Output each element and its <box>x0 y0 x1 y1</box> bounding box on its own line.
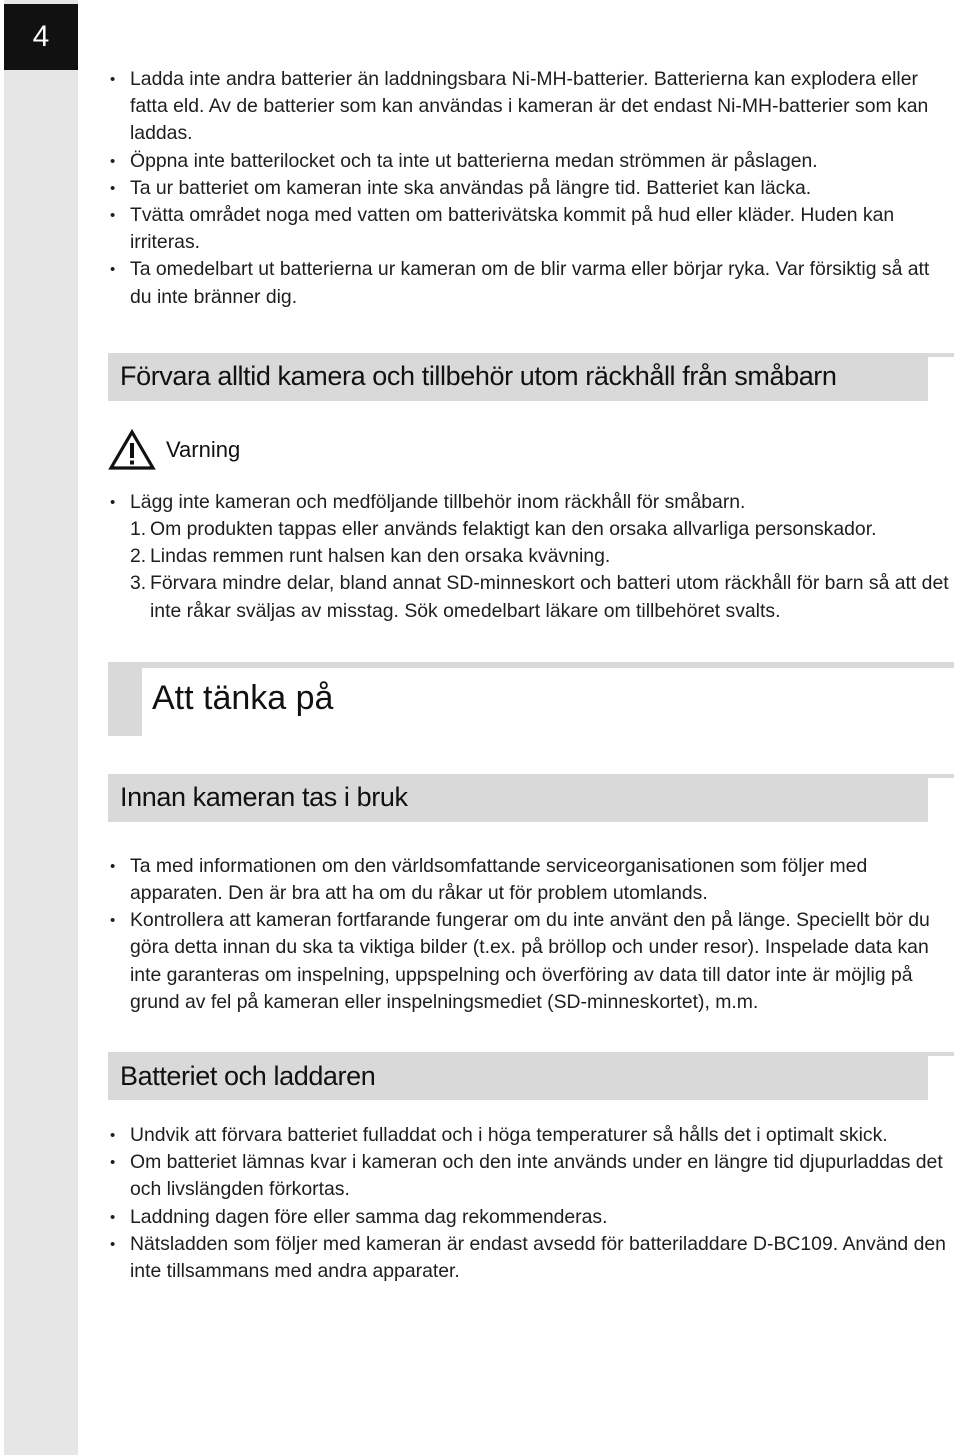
item-number: 3. <box>130 572 147 595</box>
item-number: 2. <box>130 545 147 568</box>
list-item: • Laddning dagen före eller samma dag rekommenderas. <box>108 1204 954 1231</box>
numbered-item <box>108 570 954 624</box>
list-item: • Ta ur batteriet om kameran inte ska användas på längre tid. Batteriet kan läcka. <box>108 175 954 202</box>
list-item: • Öppna inte batterilocket och ta inte ut batterierna medan strömmen är påslagen. <box>108 148 954 175</box>
list-item: • Nätsladden som följer med kameran är endast avsedd för batteriladdare D-BC109. Använd den inte tillsammans med andra apparater. <box>108 1231 954 1285</box>
warning-label: Varning <box>166 436 241 462</box>
numbered-item <box>108 516 954 543</box>
item-text: Förvara mindre delar, bland annat SD-minneskort och batteri utom räckhåll för barn så att det inte råkar sväljas av misstag. Sök omedelbart läkare om tillbehöret svalts. <box>150 572 949 622</box>
item-text: Lindas remmen runt halsen kan den orsaka kvävning. <box>150 545 611 568</box>
intro-bullet-list <box>108 66 954 311</box>
list-item: • Ta med informationen om den världsomfattande serviceorganisationen som följer med apparaten. Den är bra att ha om du råkar ut för problem utomlands. <box>108 853 954 907</box>
battery-bullet-list <box>108 1122 954 1285</box>
section-title: Innan kameran tas i bruk <box>120 782 408 813</box>
children-bullet-list <box>108 489 954 516</box>
numbered-item <box>108 543 954 570</box>
page-number: 4 <box>32 20 50 53</box>
item-text: Om produkten tappas eller används felaktigt kan den orsaka allvarliga personskador. <box>150 518 877 541</box>
list-item: • Om batteriet lämnas kvar i kameran och den inte används under en längre tid djupurladdas det och livslängden förkortas. <box>108 1149 954 1203</box>
page-number-tab <box>4 4 78 70</box>
page-content <box>108 66 954 1285</box>
list-item: • Ta omedelbart ut batterierna ur kameran om de blir varma eller börjar ryka. Var försiktig så att du inte bränner dig. <box>108 256 954 310</box>
item-number: 1. <box>130 518 147 541</box>
section-title: Batteriet och laddaren <box>120 1060 376 1091</box>
list-item: • Kontrollera att kameran fortfarande fungerar om du inte använt den på länge. Speciellt bör du göra detta innan du ska ta viktiga bilder (t.ex. på bröllop och under resor). Inspelade data kan inte garanteras om inspelning, uppspelning och överföring av data till dator inte är möjlig på grund av fel på kameran eller inspelningsmediet (SD-minneskortet), m.m. <box>108 907 954 1016</box>
section-heading-before-use <box>108 774 928 822</box>
chapter-rule <box>142 662 954 668</box>
before-use-bullet-list <box>108 853 954 1016</box>
list-item: • Lägg inte kameran och medföljande tillbehör inom räckhåll för småbarn. <box>108 489 954 516</box>
warning-triangle-icon <box>108 429 156 471</box>
chapter-title: Att tänka på <box>152 679 334 718</box>
list-item: • Undvik att förvara batteriet fulladdat och i höga temperaturer så hålls det i optimalt skick. <box>108 1122 954 1149</box>
section-title: Förvara alltid kamera och tillbehör utom räckhåll från småbarn <box>120 361 837 392</box>
chapter-heading <box>108 662 954 736</box>
children-numbered-list <box>108 516 954 625</box>
warning-row <box>108 425 954 475</box>
side-strip <box>4 0 78 1455</box>
section-heading-children <box>108 353 928 401</box>
section-heading-battery <box>108 1052 928 1100</box>
list-item: • Tvätta området noga med vatten om batterivätska kommit på hud eller kläder. Huden kan irriteras. <box>108 202 954 256</box>
list-item: • Ladda inte andra batterier än laddningsbara Ni-MH-batterier. Batterierna kan explodera eller fatta eld. Av de batterier som kan användas i kameran är det endast Ni-MH-batterier som kan laddas. <box>108 66 954 148</box>
